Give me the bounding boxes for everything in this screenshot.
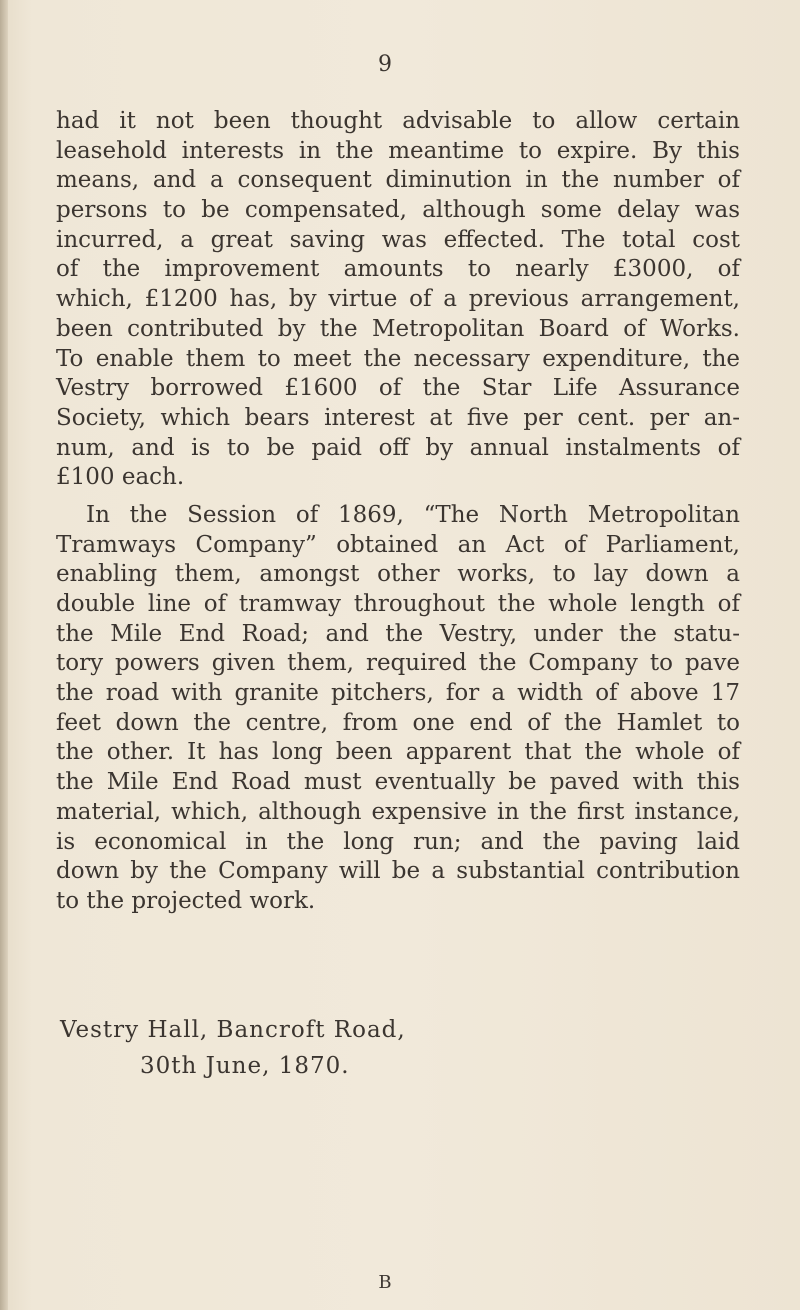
text-line: to the projected work. bbox=[56, 887, 316, 914]
paragraph-1 bbox=[56, 107, 740, 493]
text-line: num, and is to be paid off by annual instalments of bbox=[56, 434, 740, 461]
page-spine-shadow bbox=[0, 0, 8, 1310]
text-line: had it not been thought advisable to allow certain bbox=[56, 108, 740, 134]
paragraph-2 bbox=[56, 501, 740, 917]
text-line: the Mile End Road; and the Vestry, under the statu- bbox=[56, 620, 740, 647]
text-line: persons to be compensated, although some delay was bbox=[56, 197, 740, 224]
text-line: Society, which bears interest at five per cent. per an- bbox=[56, 404, 740, 431]
text-line: the road with granite pitchers, for a width of above 17 bbox=[56, 680, 740, 707]
text-line: £100 each. bbox=[56, 464, 185, 491]
text-line: been contributed by the Metropolitan Board of Works. bbox=[56, 315, 740, 342]
signature-mark: B bbox=[378, 1272, 392, 1293]
signature-block bbox=[60, 1012, 406, 1084]
text-line: incurred, a great saving was effected. The total cost bbox=[56, 226, 740, 253]
text-line: To enable them to meet the necessary expenditure, the bbox=[56, 345, 740, 372]
text-line: down by the Company will be a substantial contribution bbox=[56, 858, 740, 885]
signature-place: Vestry Hall, Bancroft Road, bbox=[60, 1017, 406, 1043]
text-line: the other. It has long been apparent that the whole of bbox=[56, 739, 740, 766]
text-line: Vestry borrowed £1600 of the Star Life Assurance bbox=[56, 375, 740, 402]
signature-date: 30th June, 1870. bbox=[140, 1053, 350, 1079]
text-line: double line of tramway throughout the whole length of bbox=[56, 591, 740, 617]
text-line: of the improvement amounts to nearly £3000, of bbox=[56, 256, 740, 283]
text-line: enabling them, amongst other works, to lay down a bbox=[56, 561, 740, 588]
text-line: means, and a consequent diminution in the number of bbox=[56, 167, 740, 194]
text-line: feet down the centre, from one end of the Hamlet to bbox=[56, 709, 740, 736]
text-line: Tramways Company” obtained an Act of Parliament, bbox=[56, 531, 740, 558]
text-line: the Mile End Road must eventually be paved with this bbox=[56, 769, 740, 796]
text-line: leasehold interests in the meantime to expire. By this bbox=[56, 137, 740, 164]
page-number: 9 bbox=[378, 52, 392, 77]
text-line: tory powers given them, required the Company to pave bbox=[56, 650, 740, 677]
text-line: material, which, although expensive in the first instance, bbox=[56, 798, 740, 825]
text-line: is economical in the long run; and the paving laid bbox=[56, 828, 740, 855]
text-line: In the Session of 1869, “The North Metropolitan bbox=[86, 501, 740, 528]
body-text bbox=[56, 107, 740, 917]
text-line: which, £1200 has, by virtue of a previous arrangement, bbox=[56, 286, 740, 313]
